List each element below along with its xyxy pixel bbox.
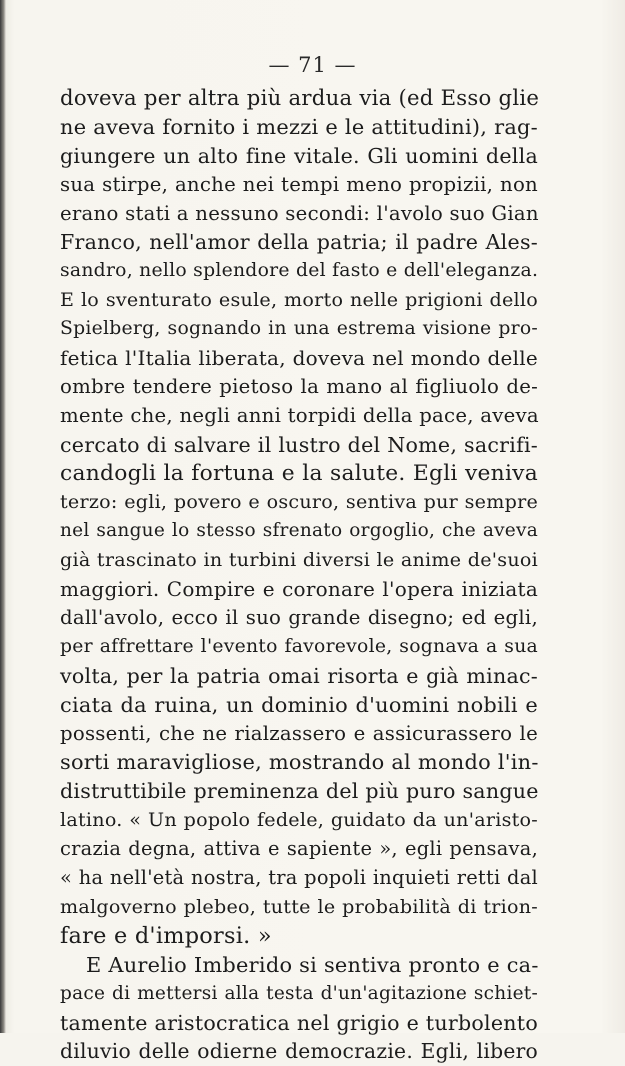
- text-line: ne aveva fornito i mezzi e le attitudini), rag-: [60, 114, 538, 139]
- text-line: distruttibile preminenza del più puro sangue: [60, 779, 539, 804]
- text-line: giungere un alto fine vitale. Gli uomini della: [60, 143, 538, 168]
- page-binding-edge: [0, 0, 6, 1033]
- text-line: dall'avolo, ecco il suo grande disegno; ed egli,: [60, 606, 538, 630]
- text-line: volta, per la patria omai risorta e già minac-: [60, 663, 538, 688]
- text-line: crazia degna, attiva e sapiente », egli pensava,: [60, 837, 538, 861]
- text-line: Spielberg, sognando in una estrema visione pro-: [60, 318, 538, 340]
- text-line: sorti maravigliose, mostrando al mondo l'in-: [60, 750, 539, 775]
- text-line: maggiori. Compire e coronare l'opera iniziata: [60, 577, 538, 602]
- text-line: fare e d'imporsi. »: [60, 922, 272, 949]
- text-line: sandro, nello splendore del fasto e dell'eleganza.: [60, 260, 539, 282]
- text-line: « ha nell'età nostra, tra popoli inquieti retti dal: [60, 866, 538, 890]
- text-line: nel sangue lo stesso sfrenato orgoglio, che aveva: [60, 520, 538, 542]
- page-number: — 71 —: [268, 53, 357, 77]
- text-line: mente che, negli anni torpidi della pace, aveva: [60, 403, 539, 427]
- text-line: per affrettare l'evento favorevole, sognava a sua: [60, 635, 538, 657]
- text-line: ombre tendere pietoso la mano al figliuolo de-: [60, 374, 538, 398]
- text-line: pace di mettersi alla testa d'un'agitazione schiet-: [60, 982, 538, 1004]
- text-line: Franco, nell'amor della patria; il padre Ales-: [60, 230, 538, 255]
- text-line: possenti, che ne rialzassero e assicurassero le: [60, 721, 538, 745]
- text-line: terzo: egli, povero e oscuro, sentiva pur sempre: [60, 490, 538, 514]
- text-line: candogli la fortuna e la salute. Egli veniva: [60, 460, 538, 486]
- text-line: già trascinato in turbini diversi le anime de'suoi: [60, 548, 538, 572]
- text-line: E lo sventurato esule, morto nelle prigioni dello: [60, 288, 538, 312]
- text-line: tamente aristocratica nel grigio e turbolento: [60, 1010, 538, 1035]
- text-line: sua stirpe, anche nei tempi meno propizii, non: [60, 172, 538, 196]
- text-line: cercato di salvare il lustro del Nome, sacrifi-: [60, 432, 538, 457]
- text-line: E Aurelio Imberido si sentiva pronto e ca-: [86, 952, 539, 977]
- text-line: diluvio delle odierne democrazie. Egli, libero: [60, 1039, 538, 1064]
- text-line: fetica l'Italia liberata, doveva nel mondo delle: [60, 346, 538, 371]
- text-line: malgoverno plebeo, tutte le probabilità di trion-: [60, 894, 538, 918]
- text-line: erano stati a nessuno secondi: l'avolo suo Gian: [60, 201, 539, 225]
- body-text: [60, 84, 538, 1066]
- text-line: latino. « Un popolo fedele, guidato da un'aristo-: [60, 808, 538, 832]
- text-line: ciata da ruina, un dominio d'uomini nobili e: [60, 692, 538, 717]
- text-line: doveva per altra più ardua via (ed Esso glie: [60, 85, 540, 110]
